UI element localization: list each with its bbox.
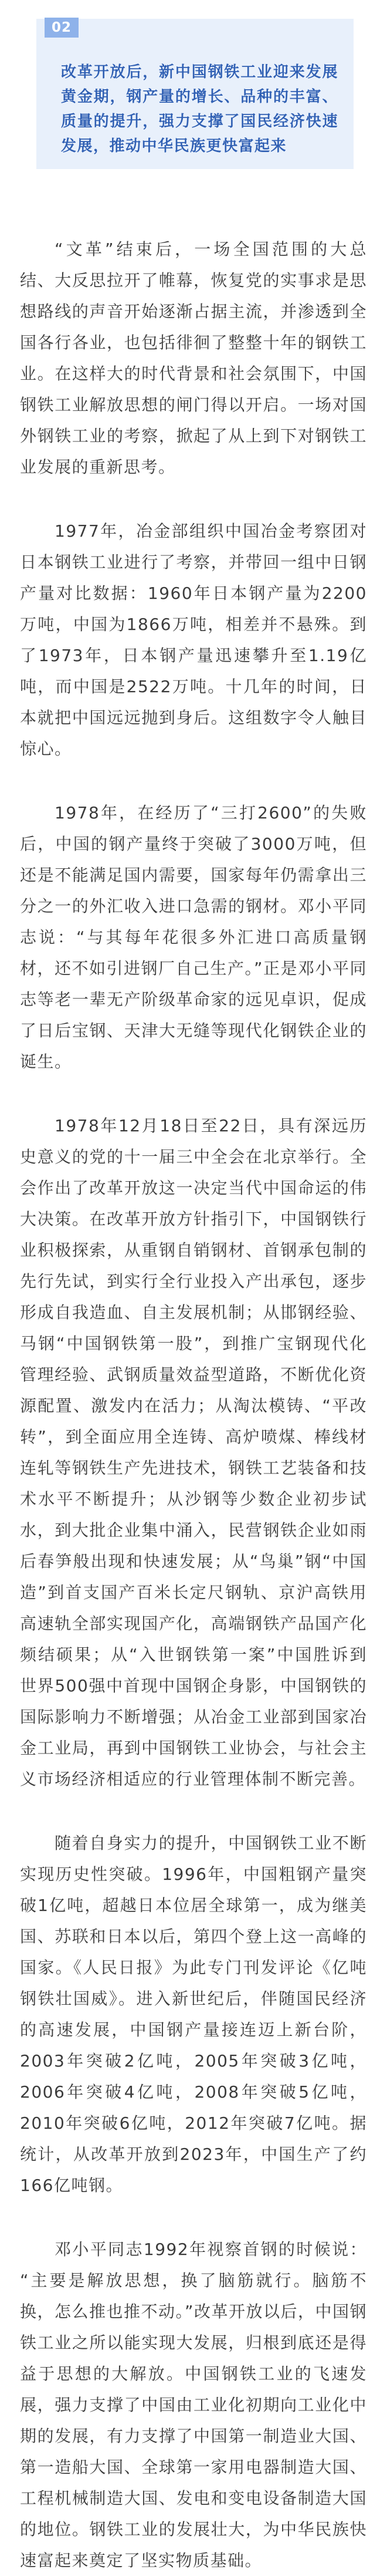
article-paragraph-1: “文革”结束后，一场全国范围的大总结、大反思拉开了帷幕，恢复党的实事求是思想路线的声音开始逐渐占据主流，并渗透到全国各行各业，也包括徘徊了整整十年的钢铁工业。在这样大的时代背景和社会氛围下，中国钢铁工业解放思想的闸门得以开启。一场对国外钢铁工业的考察，掀起了从上到下对钢铁工业发展的重新思考。 xyxy=(20,240,367,477)
article-body xyxy=(20,234,367,2576)
article-paragraph-6: 邓小平同志1992年视察首钢的时候说：“主要是解放思想，换了脑筋就行。脑筋不换，怎么推也推不动。”改革开放以后，中国钢铁工业之所以能实现大发展，归根到底还是得益于思想的大解放。中国钢铁工业的飞速发展，强力支撑了中国由工业化初期向工业化中期的发展，有力支撑了中国第一制造业大国、第一造船大国、全球第一家用电器制造大国、工程机械制造大国、发电和变电设备制造大国的地位。钢铁工业的发展壮大，为中华民族快速富起来奠定了坚实物质基础。 xyxy=(20,2240,368,2570)
section-summary-text: 改革开放后，新中国钢铁工业迎来发展黄金期，钢产量的增长、品种的丰富、质量的提升，强力支撑了国民经济快速发展，推动中华民族更快富起来 xyxy=(61,63,338,155)
section-number-badge: 02 xyxy=(45,18,79,38)
article-paragraph-4: 1978年12月18日至22日，具有深远历史意义的党的十一届三中全会在北京举行。全会作出了改革开放这一决定当代中国命运的伟大决策。在改革开放方针指引下，中国钢铁行业积极探索，从重钢自销钢材、首钢承包制的先行先试，到实行全行业投入产出承包，逐步形成自我造血、自主发展机制；从邯钢经验、马钢“中国钢铁第一股”，到推广宝钢现代化管理经验、武钢质量效益型道路，不断优化资源配置、激发内在活力；从淘汰模铸、“平改转”，到全面应用全连铸、高炉喷煤、棒线材连轧等钢铁生产先进技术，钢铁工艺装备和技术水平不断提升；从沙钢等少数企业初步试水，到大批企业集中涌入，民营钢铁企业如雨后春笋般出现和快速发展；从“鸟巢”钢“中国造”到首支国产百米长定尺钢轨、京沪高铁用高速轨全部实现国产化，高端钢铁产品国产化频结硕果；从“入世钢铁第一案”中国胜诉到世界500强中首现中国钢企身影，中国钢铁的国际影响力不断增强；从冶金工业部到国家冶金工业局，再到中国钢铁工业协会，与社会主义市场经济相适应的行业管理体制不断完善。 xyxy=(20,1116,367,1789)
article-paragraph-5: 随着自身实力的提升，中国钢铁工业不断实现历史性突破。1996年，中国粗钢产量突破1亿吨，超越日本位居全球第一，成为继美国、苏联和日本以后，第四个登上这一高峰的国家。《人民日报》为此专门刊发评论《亿吨钢铁壮国威》。进入新世纪后，伴随国民经济的高速发展，中国钢产量接连迈上新台阶，2003年突破2亿吨，2005年突破3亿吨，2006年突破4亿吨，2008年突破5亿吨，2010年突破6亿吨，2012年突破7亿吨。据统计，从改革开放到2023年，中国生产了约166亿吨钢。 xyxy=(20,1833,367,2195)
section-summary-box xyxy=(36,19,354,169)
article-paragraph-3: 1978年，在经历了“三打2600”的失败后，中国的钢产量终于突破了3000万吨，但还是不能满足国内需要，国家每年仍需拿出三分之一的外汇收入进口急需的钢材。邓小平同志说：“与其每年花很多外汇进口高质量钢材，还不如引进钢厂自己生产。”正是邓小平同志等老一辈无产阶级革命家的远见卓识，促成了日后宝钢、天津大无缝等现代化钢铁企业的诞生。 xyxy=(20,803,368,1071)
article-paragraph-2: 1977年，冶金部组织中国冶金考察团对日本钢铁工业进行了考察，并带回一组中日钢产量对比数据：1960年日本钢产量为2200万吨，中国为1866万吨，相差并不悬殊。到了1973年，日本钢产量迅速攀升至1.19亿吨，而中国是2522万吨。十几年的时间，日本就把中国远远抛到身后。这组数字令人触目惊心。 xyxy=(20,521,367,758)
